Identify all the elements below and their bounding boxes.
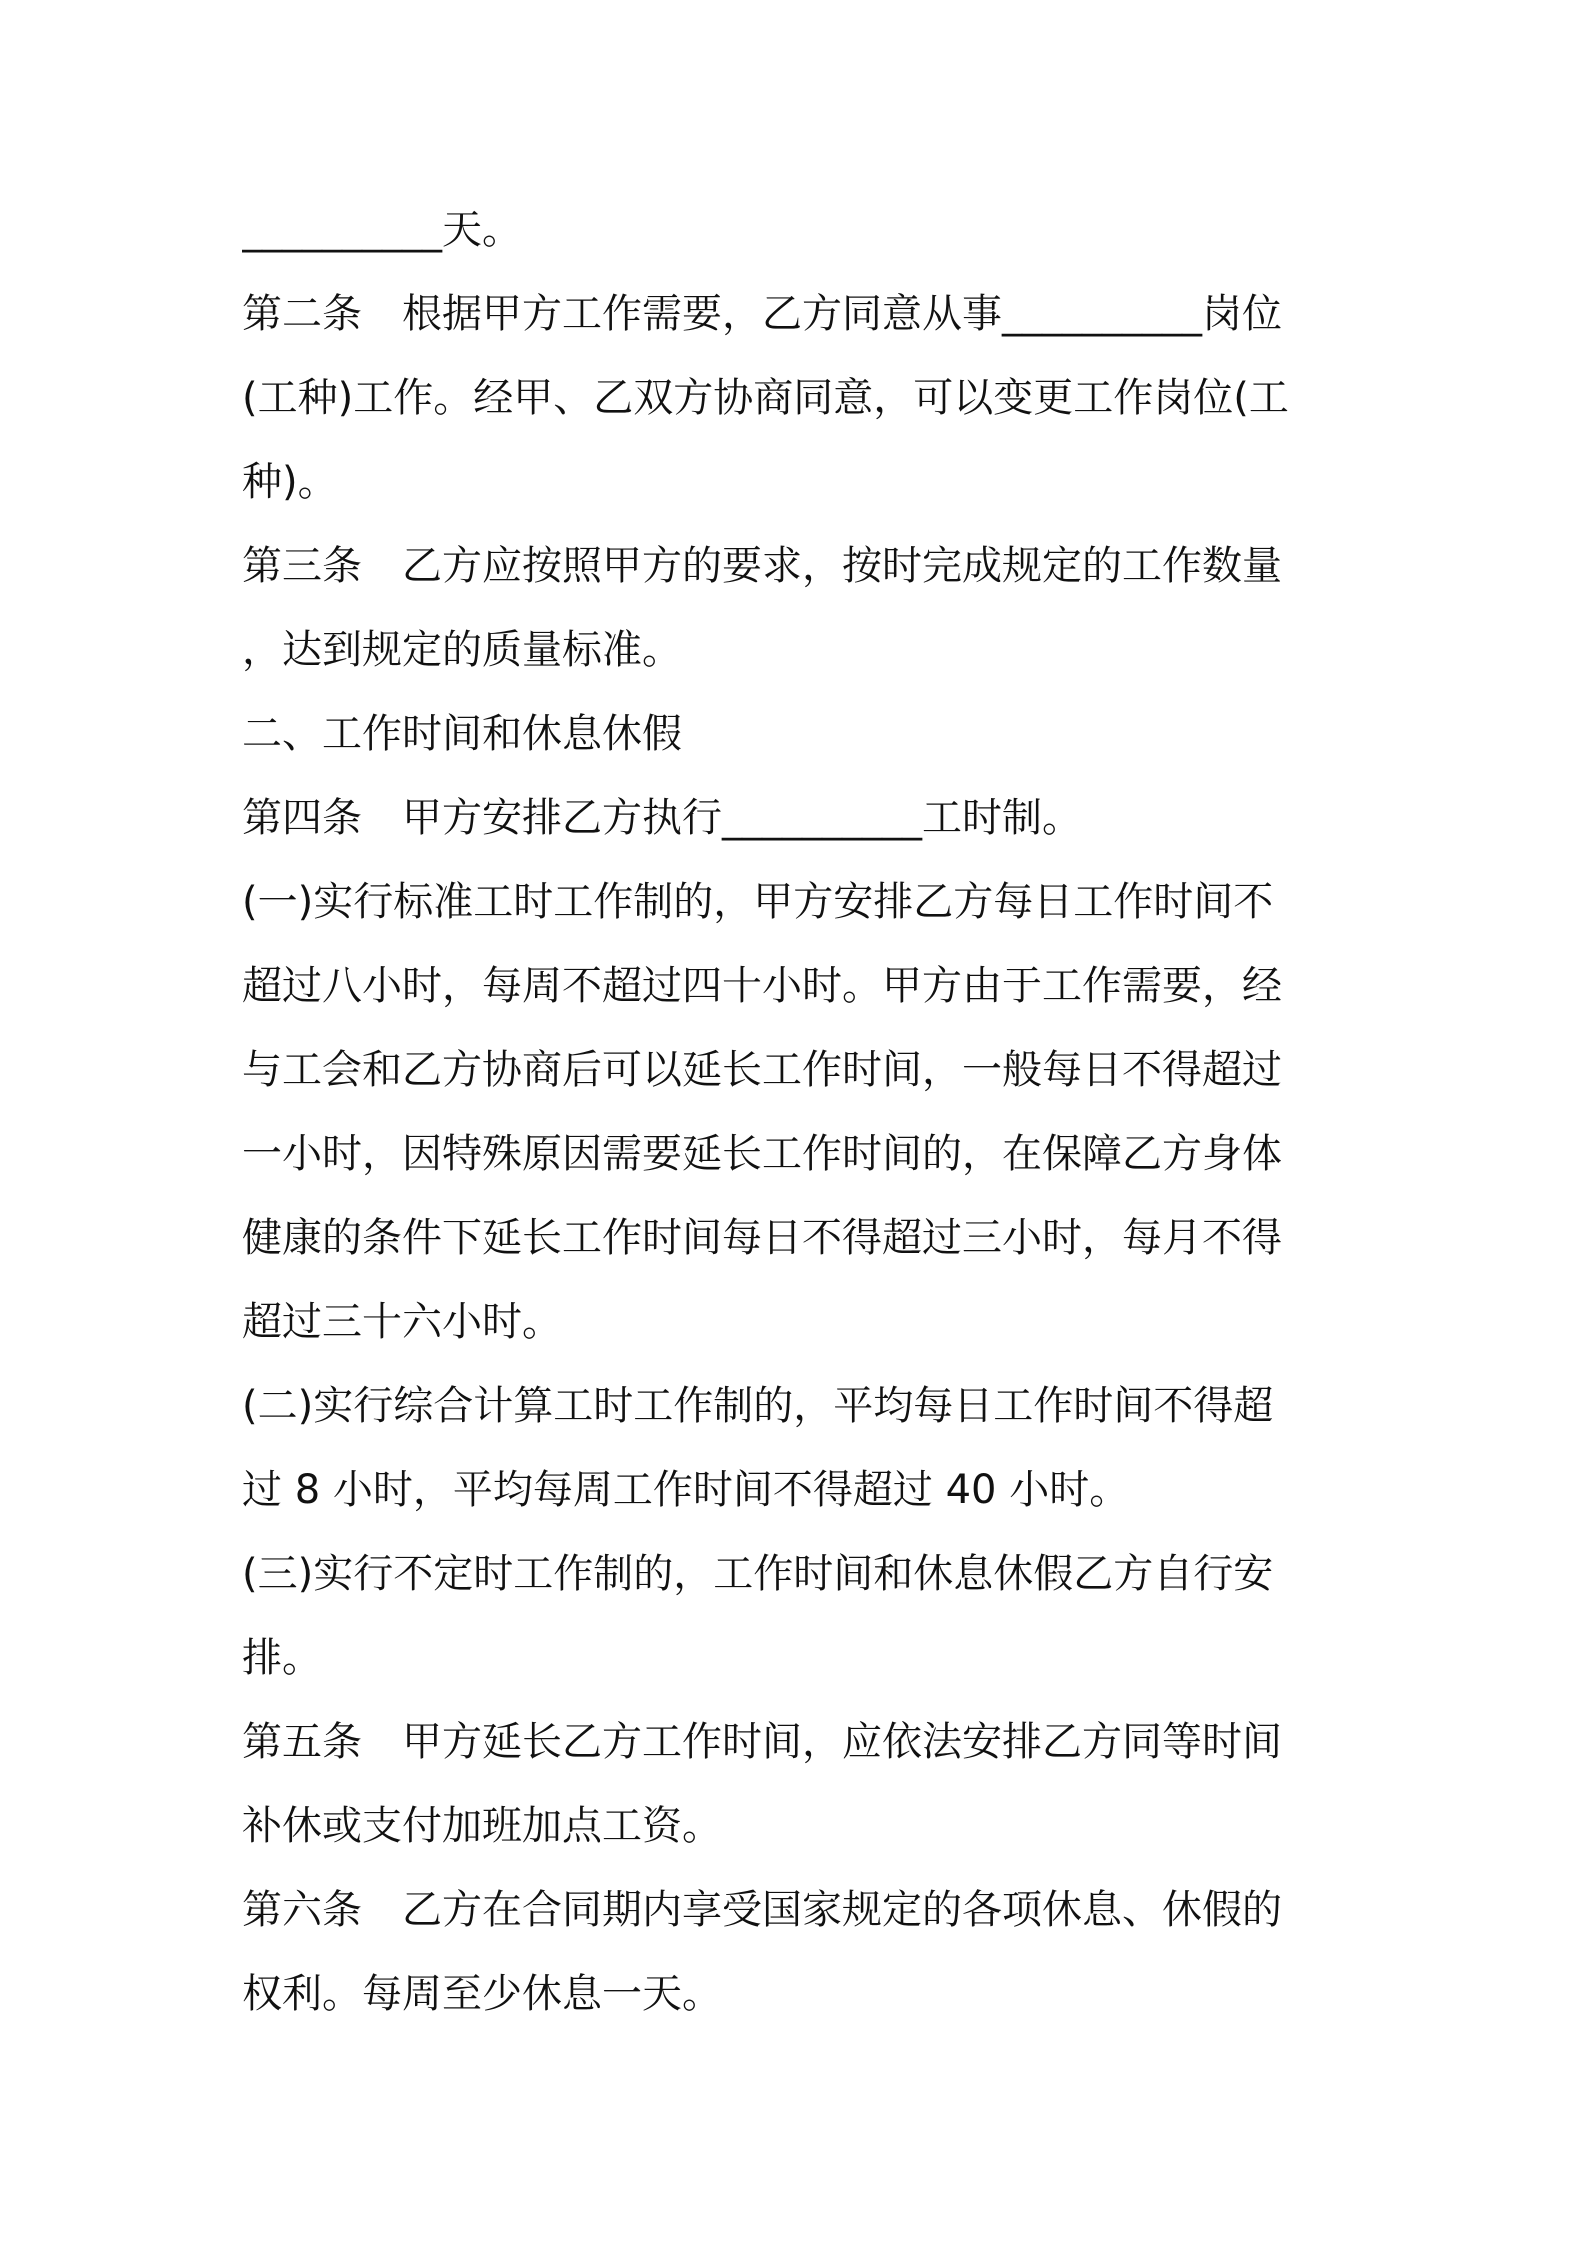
text-line: 补休或支付加班加点工资。	[242, 1803, 722, 1849]
text-line: (一)实行标准工时工作制的，甲方安排乙方每日工作时间不	[242, 879, 1274, 925]
text-line: ，达到规定的质量标准。	[242, 627, 682, 673]
text-line: (工种)工作。经甲、乙双方协商同意，可以变更工作岗位(工	[242, 375, 1289, 421]
text-line: 过 8 小时，平均每周工作时间不得超过 40 小时。	[242, 1467, 1130, 1513]
section-heading: 二、工作时间和休息休假	[242, 711, 682, 757]
text-line: 第二条 根据甲方工作需要，乙方同意从事__________岗位	[242, 291, 1282, 337]
text-line: __________天。	[242, 207, 522, 253]
text-line: 一小时，因特殊原因需要延长工作时间的，在保障乙方身体	[242, 1131, 1282, 1177]
text-line: 第五条 甲方延长乙方工作时间，应依法安排乙方同等时间	[242, 1719, 1282, 1765]
text-line: (三)实行不定时工作制的，工作时间和休息休假乙方自行安	[242, 1551, 1274, 1597]
text-line: (二)实行综合计算工时工作制的，平均每日工作时间不得超	[242, 1383, 1274, 1429]
text-line: 第四条 甲方安排乙方执行__________工时制。	[242, 795, 1082, 841]
text-line: 超过八小时，每周不超过四十小时。甲方由于工作需要，经	[242, 963, 1282, 1009]
text-line: 与工会和乙方协商后可以延长工作时间，一般每日不得超过	[242, 1047, 1282, 1093]
text-line: 第三条 乙方应按照甲方的要求，按时完成规定的工作数量	[242, 543, 1282, 589]
text-line: 排。	[242, 1635, 322, 1681]
text-line: 健康的条件下延长工作时间每日不得超过三小时，每月不得	[242, 1215, 1282, 1261]
text-line: 权利。每周至少休息一天。	[242, 1971, 722, 2017]
text-line: 超过三十六小时。	[242, 1299, 562, 1345]
text-line: 种)。	[242, 459, 338, 505]
text-line: 第六条 乙方在合同期内享受国家规定的各项休息、休假的	[242, 1887, 1282, 1933]
